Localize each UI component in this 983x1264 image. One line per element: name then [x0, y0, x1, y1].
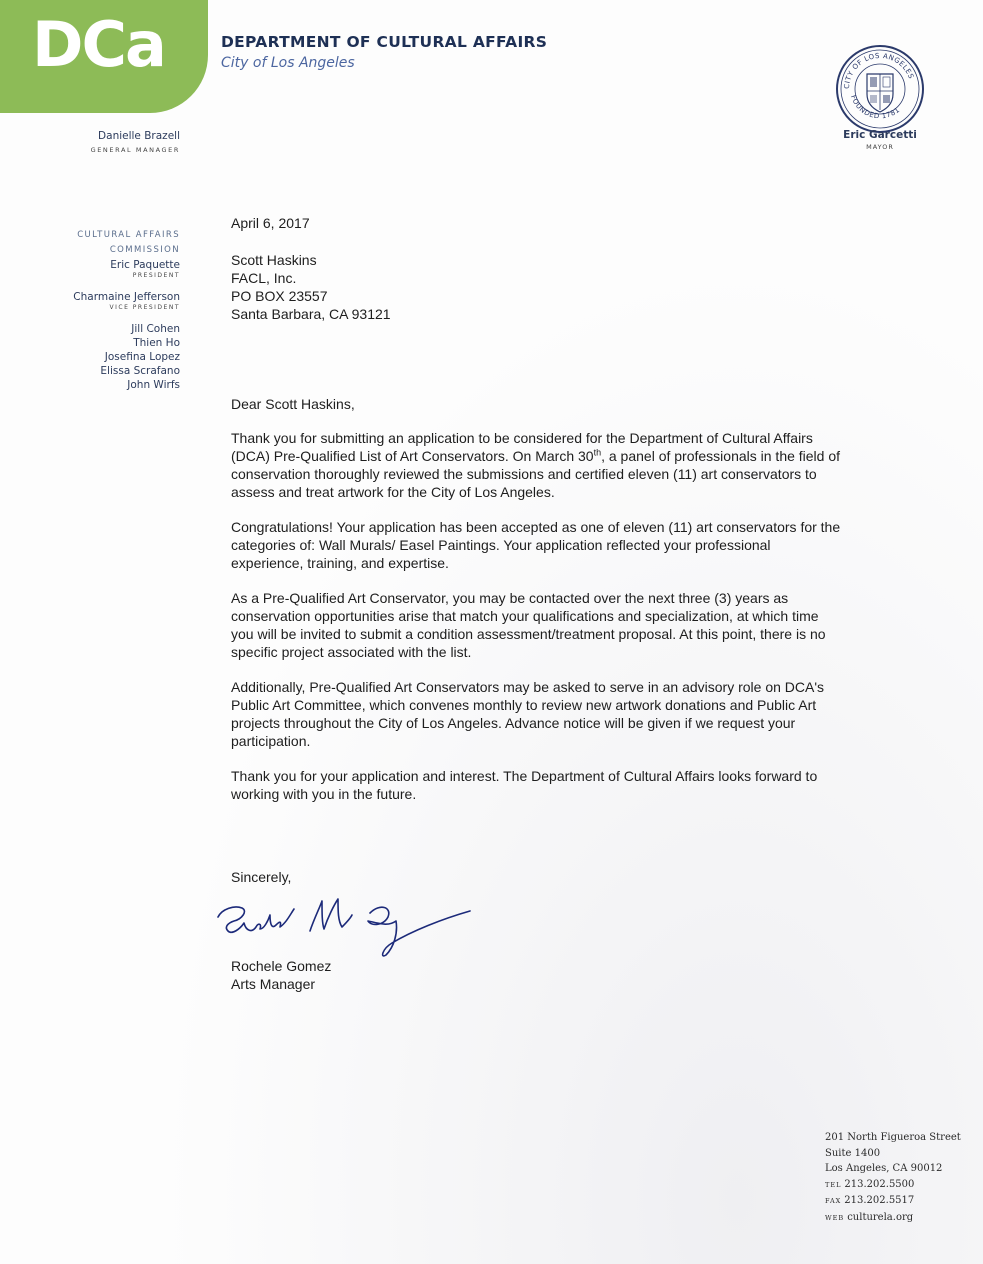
commission-member: Elissa Scrafano — [100, 365, 180, 377]
handwritten-signature — [212, 893, 474, 965]
commission-heading-line1: CULTURAL AFFAIRS — [77, 230, 180, 240]
general-manager-title: GENERAL MANAGER — [90, 146, 180, 154]
commission-member: Thien Ho — [133, 337, 180, 349]
footer-address — [825, 1130, 961, 1226]
paragraph-5: Thank you for your application and interest. The Department of Cultural Affairs looks forward to working with you in the future. — [231, 768, 818, 802]
footer-tel — [825, 1177, 961, 1194]
paragraph-1-part-b: , a panel of professionals in the field of conservation thoroughly reviewed the submissions and certified eleven (11) art conservators to assess and treat artwork for the City of Los Angeles. — [231, 448, 841, 500]
seal-top-text: CITY OF LOS ANGELES — [842, 51, 916, 90]
general-manager-name: Danielle Brazell — [98, 130, 180, 142]
recipient-line: FACL, Inc. — [231, 270, 297, 286]
footer-suite: Suite 1400 — [825, 1147, 881, 1159]
commission-member: Jill Cohen — [131, 323, 180, 335]
commission-sidebar — [0, 228, 180, 392]
fax-label: FAX — [825, 1197, 842, 1205]
mayor-title: MAYOR — [866, 143, 894, 151]
commission-president-title: PRESIDENT — [132, 272, 180, 279]
recipient-address — [231, 251, 841, 323]
commission-member: Josefina Lopez — [104, 351, 180, 363]
mayor-name: Eric Garcetti — [843, 129, 917, 141]
signer-name: Rochele Gomez — [231, 958, 332, 974]
web-address: culturela.org — [847, 1211, 914, 1223]
signer-block — [231, 957, 331, 993]
footer-web — [825, 1210, 961, 1227]
commission-heading-line2: COMMISSION — [109, 245, 180, 255]
signer-title: Arts Manager — [231, 976, 316, 992]
footer-city: Los Angeles, CA 90012 — [825, 1163, 943, 1174]
commission-member: John Wirfs — [127, 379, 180, 391]
department-city: City of Los Angeles — [221, 55, 355, 71]
letter-body — [231, 214, 841, 820]
web-label: WEB — [825, 1213, 845, 1222]
closing: Sincerely, — [231, 869, 292, 885]
letter-date: April 6, 2017 — [231, 215, 310, 231]
fax-number: 213.202.5517 — [844, 1195, 915, 1206]
commission-president-name: Eric Paquette — [110, 259, 180, 271]
footer-street: 201 North Figueroa Street — [825, 1132, 961, 1143]
dca-logo-text: DCa — [32, 8, 165, 81]
footer-fax — [825, 1193, 961, 1210]
paragraph-1-part-a: Thank you for submitting an application to be considered for the Department of Cultural Affairs (DCA) Pre-Qualified List of Art Conservators. On March 30 — [231, 430, 813, 464]
paragraph-3: As a Pre-Qualified Art Conservator, you may be contacted over the next three (3) years as conservation opportunities arise that match your qualifications and specialization, at which time you will be invited to submit a condition assessment/treatment proposal. At this point, there is no specific project associated with the list. — [231, 590, 826, 660]
commission-vice-president-title: VICE PRESIDENT — [109, 304, 180, 311]
tel-label: TEL — [825, 1180, 842, 1189]
recipient-line: PO BOX 23557 — [231, 288, 328, 304]
tel-number: 213.202.5500 — [844, 1178, 915, 1190]
commission-vice-president-name: Charmaine Jefferson — [73, 291, 180, 303]
paragraph-1-superscript: th — [593, 447, 602, 458]
salutation: Dear Scott Haskins, — [231, 396, 355, 412]
recipient-line: Scott Haskins — [231, 252, 317, 268]
city-seal-icon — [835, 44, 925, 134]
paragraph-1 — [231, 429, 841, 501]
seal-bottom-text: FOUNDED 1781 — [849, 94, 902, 121]
paragraph-2: Congratulations! Your application has been accepted as one of eleven (11) art conservators for the categories of: Wall Murals/ Easel Paintings. Your application reflected your professional experience, training, and expertise. — [231, 519, 841, 571]
recipient-line: Santa Barbara, CA 93121 — [231, 306, 391, 322]
paragraph-4: Additionally, Pre-Qualified Art Conservators may be asked to serve in an advisory role on DCA's Public Art Committee, which convenes monthly to review new artwork donations and Public Art projects throughout the City of Los Angeles. Advance notice will be given if we request your participation. — [231, 679, 825, 749]
department-title: DEPARTMENT OF CULTURAL AFFAIRS — [221, 33, 548, 51]
